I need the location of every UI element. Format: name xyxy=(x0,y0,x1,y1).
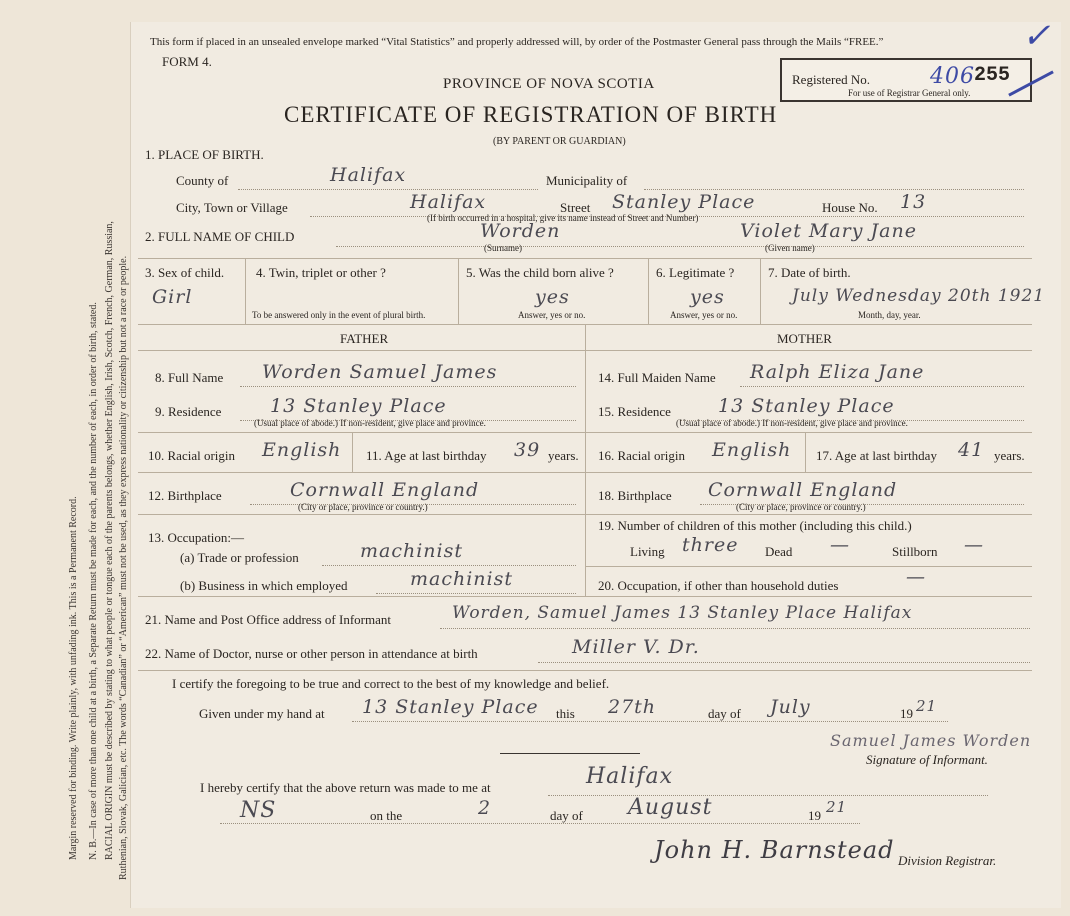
house-value: 13 xyxy=(900,191,927,213)
mother-residence-note: (Usual place of abode.) If non-resident, give place and province. xyxy=(676,418,908,428)
alive-label: 5. Was the child born alive ? xyxy=(466,265,614,280)
father-name-value: Worden Samuel James xyxy=(262,361,498,383)
registered-label: Registered No. xyxy=(792,72,870,87)
this-day-value: 27th xyxy=(608,696,657,718)
father-name-label: 8. Full Name xyxy=(155,370,224,385)
father-birthplace-value: Cornwall England xyxy=(290,479,480,501)
father-birthplace-note: (City or place, province or country.) xyxy=(298,502,428,512)
occupation-label: 13. Occupation:— xyxy=(148,530,245,545)
business-label: (b) Business in which employed xyxy=(180,578,348,593)
margin-racial-note-2: Ruthenian, Slovak, Galician, etc. The words “Canadian” or “American” must not be used, as they express nationality or citizenship but not a race or people. xyxy=(118,255,129,880)
stillborn-label: Stillborn xyxy=(892,544,938,559)
father-residence-value: 13 Stanley Place xyxy=(270,395,447,417)
mother-birthplace-value: Cornwall England xyxy=(708,479,898,501)
informant-signature: Samuel James Worden xyxy=(830,731,1032,750)
year-value: 21 xyxy=(916,697,938,715)
registrar-day-value: 2 xyxy=(478,797,492,819)
month-value: July xyxy=(770,696,811,718)
county-label: County of xyxy=(176,173,229,188)
signature-informant-label: Signature of Informant. xyxy=(866,752,988,767)
municipality-label: Municipality of xyxy=(546,173,628,188)
father-birthplace-label: 12. Birthplace xyxy=(148,488,222,503)
business-value: machinist xyxy=(410,568,513,590)
margin-binding-note: Margin reserved for binding. Write plainly, with unfading ink. This is a Permanent Record. xyxy=(68,496,79,860)
mother-occupation-label: 20. Occupation, if other than household duties xyxy=(598,578,839,593)
registered-number-stamp: 255 xyxy=(974,64,1011,87)
mother-race-label: 16. Racial origin xyxy=(598,448,686,463)
surname-value: Worden xyxy=(480,220,561,242)
legitimate-label: 6. Legitimate ? xyxy=(656,265,735,280)
trade-label: (a) Trade or profession xyxy=(180,550,299,565)
certify-statement: I certify the foregoing to be true and correct to the best of my knowledge and belief. xyxy=(172,676,610,691)
sex-label: 3. Sex of child. xyxy=(145,265,225,280)
page-subtitle: (BY PARENT OR GUARDIAN) xyxy=(493,136,626,147)
given-value: Violet Mary Jane xyxy=(740,220,917,242)
registrar-year-value: 21 xyxy=(826,798,848,816)
registrar-year-prefix: 19 xyxy=(808,808,821,823)
father-age-value: 39 xyxy=(514,439,541,461)
sex-value: Girl xyxy=(152,286,193,308)
mother-occupation-value: — xyxy=(906,566,926,588)
father-race-label: 10. Racial origin xyxy=(148,448,236,463)
dob-value: July Wednesday 20th 1921 xyxy=(792,286,1046,306)
surname-note: (Surname) xyxy=(484,243,522,253)
postal-notice: This form if placed in an unsealed envelope marked “Vital Statistics” and properly addressed will, by order of the Postmaster General pass through the Mails “FREE.” xyxy=(150,36,884,48)
dob-note: Month, day, year. xyxy=(858,310,921,320)
trade-value: machinist xyxy=(360,540,463,562)
given-at-value: 13 Stanley Place xyxy=(362,696,539,718)
twin-note: To be answered only in the event of plural birth. xyxy=(252,310,426,320)
province-heading: PROVINCE OF NOVA SCOTIA xyxy=(443,76,655,92)
year-prefix: 19 xyxy=(900,706,913,721)
mother-residence-value: 13 Stanley Place xyxy=(718,395,895,417)
father-residence-note: (Usual place of abode.) If non-resident, give place and province. xyxy=(254,418,486,428)
doctor-value: Miller V. Dr. xyxy=(572,636,700,658)
registered-number-handwritten: 406 xyxy=(930,64,975,89)
mother-age-label: 17. Age at last birthday xyxy=(816,448,937,463)
form-number: FORM 4. xyxy=(162,54,212,69)
street-label: Street xyxy=(560,200,591,215)
father-age-years: years. xyxy=(548,448,579,463)
living-label: Living xyxy=(630,544,665,559)
on-the-label: on the xyxy=(370,808,403,823)
father-heading: FATHER xyxy=(340,331,389,346)
mother-residence-label: 15. Residence xyxy=(598,404,671,419)
registered-note: For use of Registrar General only. xyxy=(848,88,971,98)
dead-value: — xyxy=(830,534,850,556)
given-under-label: Given under my hand at xyxy=(199,706,325,721)
mother-name-label: 14. Full Maiden Name xyxy=(598,370,716,385)
mother-race-value: English xyxy=(712,439,792,461)
registered-number-box xyxy=(780,58,1032,102)
mother-age-years: years. xyxy=(994,448,1025,463)
children-label: 19. Number of children of this mother (including this child.) xyxy=(598,518,912,533)
registrar-day-of-label: day of xyxy=(550,808,583,823)
legitimate-note: Answer, yes or no. xyxy=(670,310,738,320)
alive-value: yes xyxy=(535,286,570,308)
registrar-n-value: NS xyxy=(240,798,277,823)
hospital-note: (If birth occurred in a hospital, give its name instead of Street and Number) xyxy=(427,213,699,223)
alive-note: Answer, yes or no. xyxy=(518,310,586,320)
county-value: Halifax xyxy=(330,164,407,186)
given-note: (Given name) xyxy=(765,243,815,253)
dead-label: Dead xyxy=(765,544,793,559)
mother-birthplace-label: 18. Birthplace xyxy=(598,488,672,503)
this-label: this xyxy=(556,706,575,721)
registrar-month-value: August xyxy=(628,795,713,820)
place-of-birth-heading: 1. PLACE OF BIRTH. xyxy=(145,147,264,162)
mother-birthplace-note: (City or place, province or country.) xyxy=(736,502,866,512)
mother-heading: MOTHER xyxy=(777,331,832,346)
street-value: Stanley Place xyxy=(612,191,756,213)
informant-value: Worden, Samuel James 13 Stanley Place Halifax xyxy=(452,603,913,623)
legitimate-value: yes xyxy=(690,286,725,308)
house-label: House No. xyxy=(822,200,878,215)
father-residence-label: 9. Residence xyxy=(155,404,222,419)
registrar-place-value: Halifax xyxy=(586,764,674,789)
mother-age-value: 41 xyxy=(958,439,985,461)
day-of-label: day of xyxy=(708,706,741,721)
page-title: CERTIFICATE OF REGISTRATION OF BIRTH xyxy=(284,102,778,127)
father-race-value: English xyxy=(262,439,342,461)
twin-label: 4. Twin, triplet or other ? xyxy=(256,265,386,280)
margin-nb-note: N. B.—In case of more than one child at a birth, a Separate Return must be made for each, and the number of each, in order of birth, stated. xyxy=(88,302,99,860)
doctor-label: 22. Name of Doctor, nurse or other person in attendance at birth xyxy=(145,646,478,661)
stillborn-value: — xyxy=(964,534,984,556)
fullname-label: 2. FULL NAME OF CHILD xyxy=(145,229,295,244)
registrar-certify-label: I hereby certify that the above return was made to me at xyxy=(200,780,491,795)
checkmark-icon: ✓ xyxy=(1022,18,1051,55)
division-registrar-label: Division Registrar. xyxy=(898,853,997,868)
city-label: City, Town or Village xyxy=(176,200,288,215)
registrar-signature: John H. Barnstead xyxy=(654,836,895,864)
dob-label: 7. Date of birth. xyxy=(768,265,851,280)
living-value: three xyxy=(682,534,739,556)
margin-racial-note: RACIAL ORIGIN must be described by stating to what people or tongue each of the parents belongs, whether English, Irish, Scotch, French, German, Russian, xyxy=(104,221,115,860)
city-value: Halifax xyxy=(410,191,487,213)
informant-label: 21. Name and Post Office address of Informant xyxy=(145,612,391,627)
mother-name-value: Ralph Eliza Jane xyxy=(750,361,925,383)
father-age-label: 11. Age at last birthday xyxy=(366,448,487,463)
